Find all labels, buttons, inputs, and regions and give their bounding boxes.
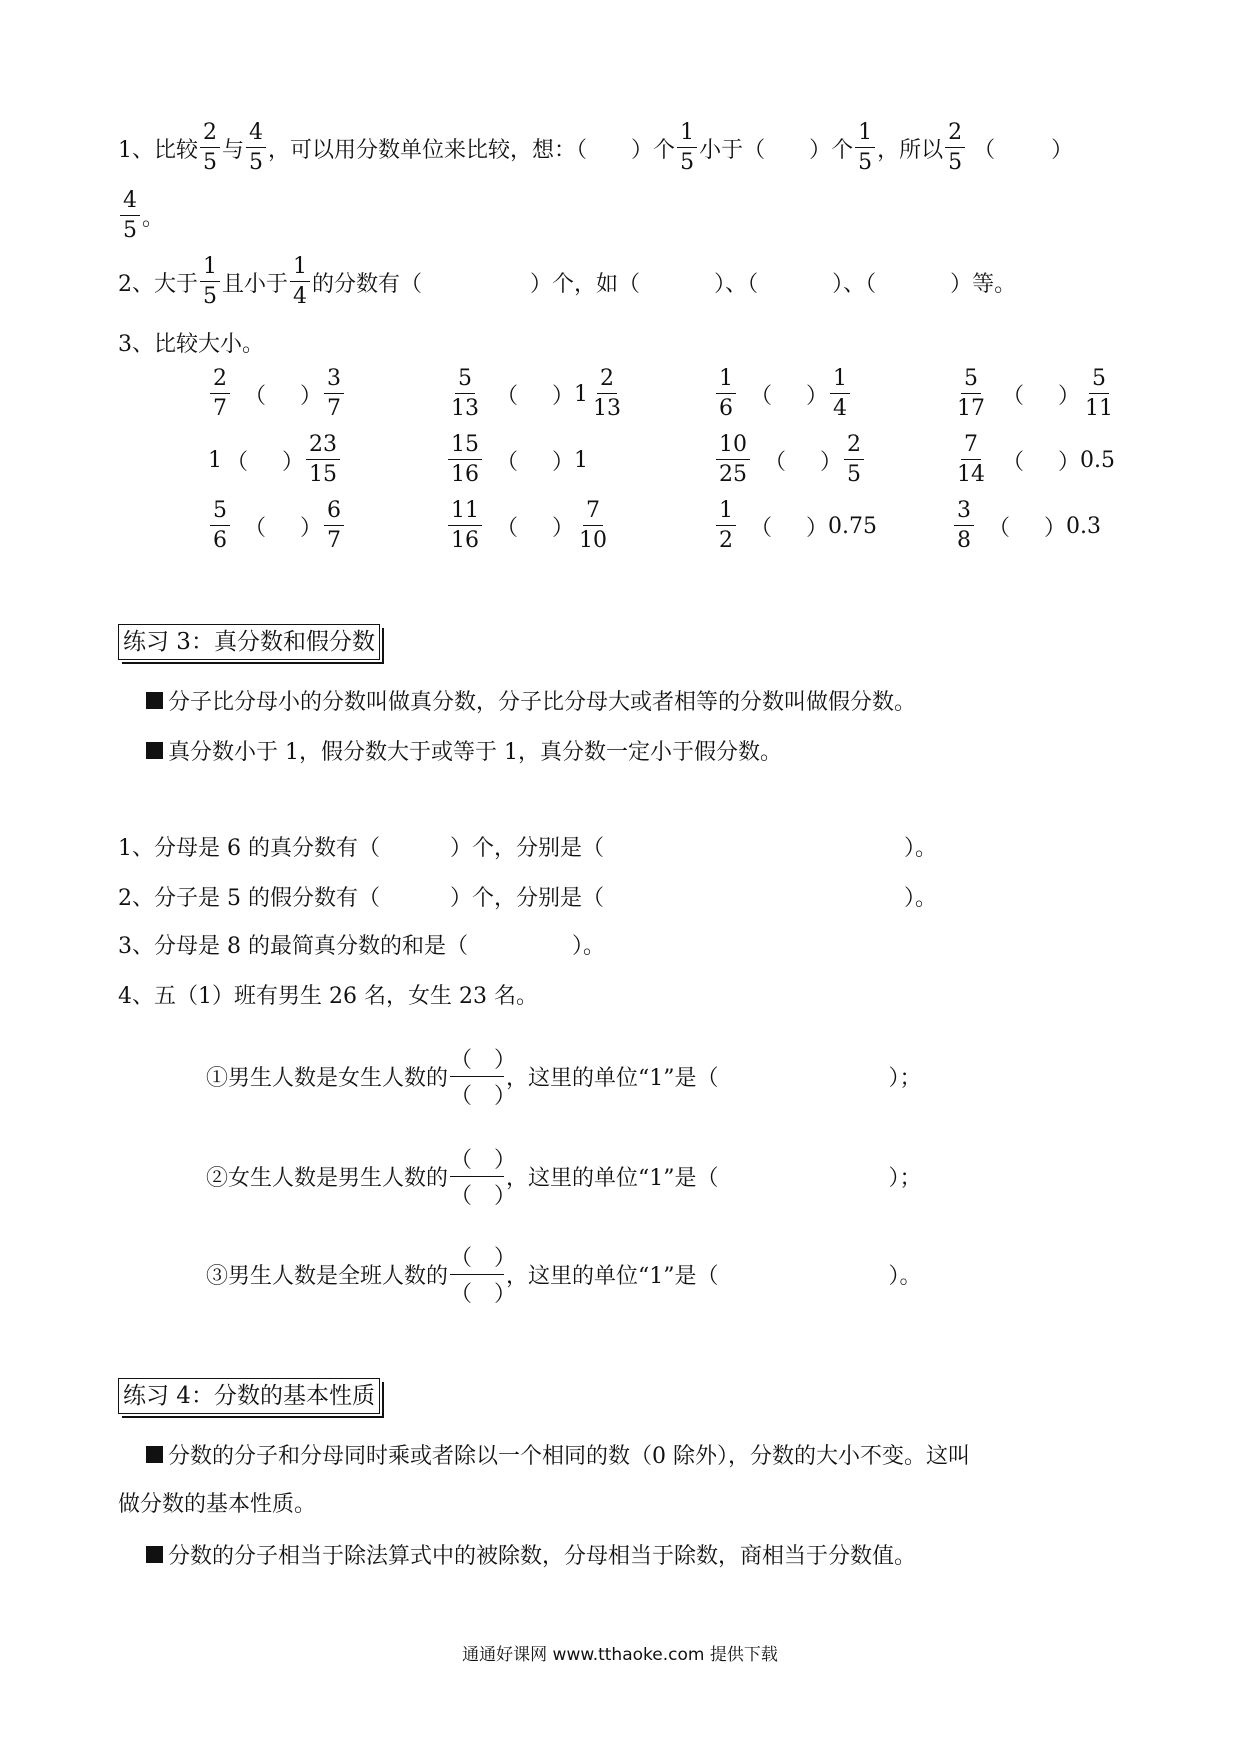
- question-number: 1、: [118, 137, 154, 163]
- rule-bullet: 分数的分子相当于除法算式中的被除数，分母相当于除数，商相当于分数值。: [146, 1534, 916, 1574]
- blank-fraction[interactable]: （ ） （ ）: [450, 1241, 504, 1308]
- rule-continuation: 做分数的基本性质。: [118, 1491, 317, 1517]
- question-number: 2、: [118, 271, 154, 297]
- blank-fraction[interactable]: （ ） （ ）: [450, 1043, 504, 1110]
- square-bullet-icon: [146, 692, 163, 709]
- rule-bullet: 分子比分母小的分数叫做真分数，分子比分母大或者相等的分数叫做假分数。: [146, 680, 916, 720]
- question-3: 3、 比较大小。: [118, 322, 264, 362]
- blank-fraction[interactable]: （ ） （ ）: [450, 1143, 504, 1210]
- compare-item: $\frac{1}{6}$ （ ） $\frac{1}{4}$: [714, 368, 852, 420]
- rule-bullet: 真分数小于 1，假分数大于或等于 1，真分数一定小于假分数。: [146, 730, 782, 770]
- fraction: $\frac{2}{5}$: [945, 122, 965, 174]
- question-1-continuation: $\frac{4}{5}$ 。: [118, 196, 164, 236]
- fraction: $\frac{1}{5}$: [855, 122, 875, 174]
- compare-item: $\frac{5}{6}$ （ ） $\frac{6}{7}$: [208, 500, 346, 552]
- square-bullet-icon: [146, 1546, 163, 1563]
- fraction: $\frac{4}{5}$: [246, 122, 266, 174]
- question-number: 3、: [118, 331, 154, 357]
- fraction: $\frac{1}{5}$: [677, 122, 697, 174]
- compare-item: $\frac{15}{16}$ （ ） 1: [446, 434, 588, 486]
- fraction: $\frac{1}{5}$: [200, 256, 220, 308]
- compare-item: $\frac{11}{16}$ （ ） $\frac{7}{10}$: [446, 500, 612, 552]
- ex3-question-4: 4、五（1）班有男生 26 名，女生 23 名。: [118, 983, 538, 1009]
- ex3-subquestion-1: ①男生人数是女生人数的 （ ） （ ） ，这里的单位“1”是（ ）；: [206, 1046, 922, 1106]
- ex3-question-1: 1、分母是 6 的真分数有（ ）个，分别是（ ）。: [118, 835, 938, 861]
- compare-item: $\frac{2}{7}$ （ ） $\frac{3}{7}$: [208, 368, 346, 420]
- fraction: $\frac{2}{5}$: [200, 122, 220, 174]
- compare-item: $\frac{3}{8}$ （ ） 0.3: [952, 500, 1101, 552]
- compare-item: $\frac{1}{2}$ （ ） 0.75: [714, 500, 877, 552]
- square-bullet-icon: [146, 742, 163, 759]
- compare-item: 1 （ ） $\frac{23}{15}$: [208, 434, 342, 486]
- ex3-question-3: 3、分母是 8 的最简真分数的和是（ ）。: [118, 933, 605, 959]
- rule-bullet: 分数的分子和分母同时乘或者除以一个相同的数（0 除外），分数的大小不变。这叫: [146, 1434, 970, 1474]
- question-1: 1、 比较 $\frac{2}{5}$ 与 $\frac{4}{5}$ ，可以用分数单位来比较，想：（ ）个 $\frac{1}{5}$ 小于（ ）个 $\frac{1}{5}$ ，所以 $\frac{2}{5}$ （ ）: [118, 120, 1074, 175]
- compare-item: $\frac{10}{25}$ （ ） $\frac{2}{5}$: [714, 434, 866, 486]
- ex3-subquestion-2: ②女生人数是男生人数的 （ ） （ ） ，这里的单位“1”是（ ）；: [206, 1146, 922, 1206]
- compare-item: $\frac{5}{13}$ （ ） 1 $\frac{2}{13}$: [451, 366, 622, 421]
- section-title-ex4: 练习 4：分数的基本性质: [118, 1378, 380, 1414]
- ex3-question-2: 2、分子是 5 的假分数有（ ）个，分别是（ ）。: [118, 885, 938, 911]
- section-title-ex3: 练习 3：真分数和假分数: [118, 624, 380, 660]
- fraction: $\frac{1}{4}$: [290, 256, 310, 308]
- question-2: 2、 大于 $\frac{1}{5}$ 且小于 $\frac{1}{4}$ 的分数有（ ）个，如（ ）、（ ）、（ ）等。: [118, 254, 1017, 309]
- compare-item: $\frac{7}{14}$ （ ） 0.5: [957, 432, 1116, 487]
- fraction: $\frac{4}{5}$: [120, 190, 140, 242]
- footer-credit: 通通好课网 www.tthaoke.com 提供下载: [462, 1645, 778, 1665]
- square-bullet-icon: [146, 1446, 163, 1463]
- ex3-subquestion-3: ③男生人数是全班人数的 （ ） （ ） ，这里的单位“1”是（ ）。: [206, 1244, 922, 1304]
- compare-item: $\frac{5}{17}$ （ ） $\frac{5}{11}$: [957, 366, 1114, 421]
